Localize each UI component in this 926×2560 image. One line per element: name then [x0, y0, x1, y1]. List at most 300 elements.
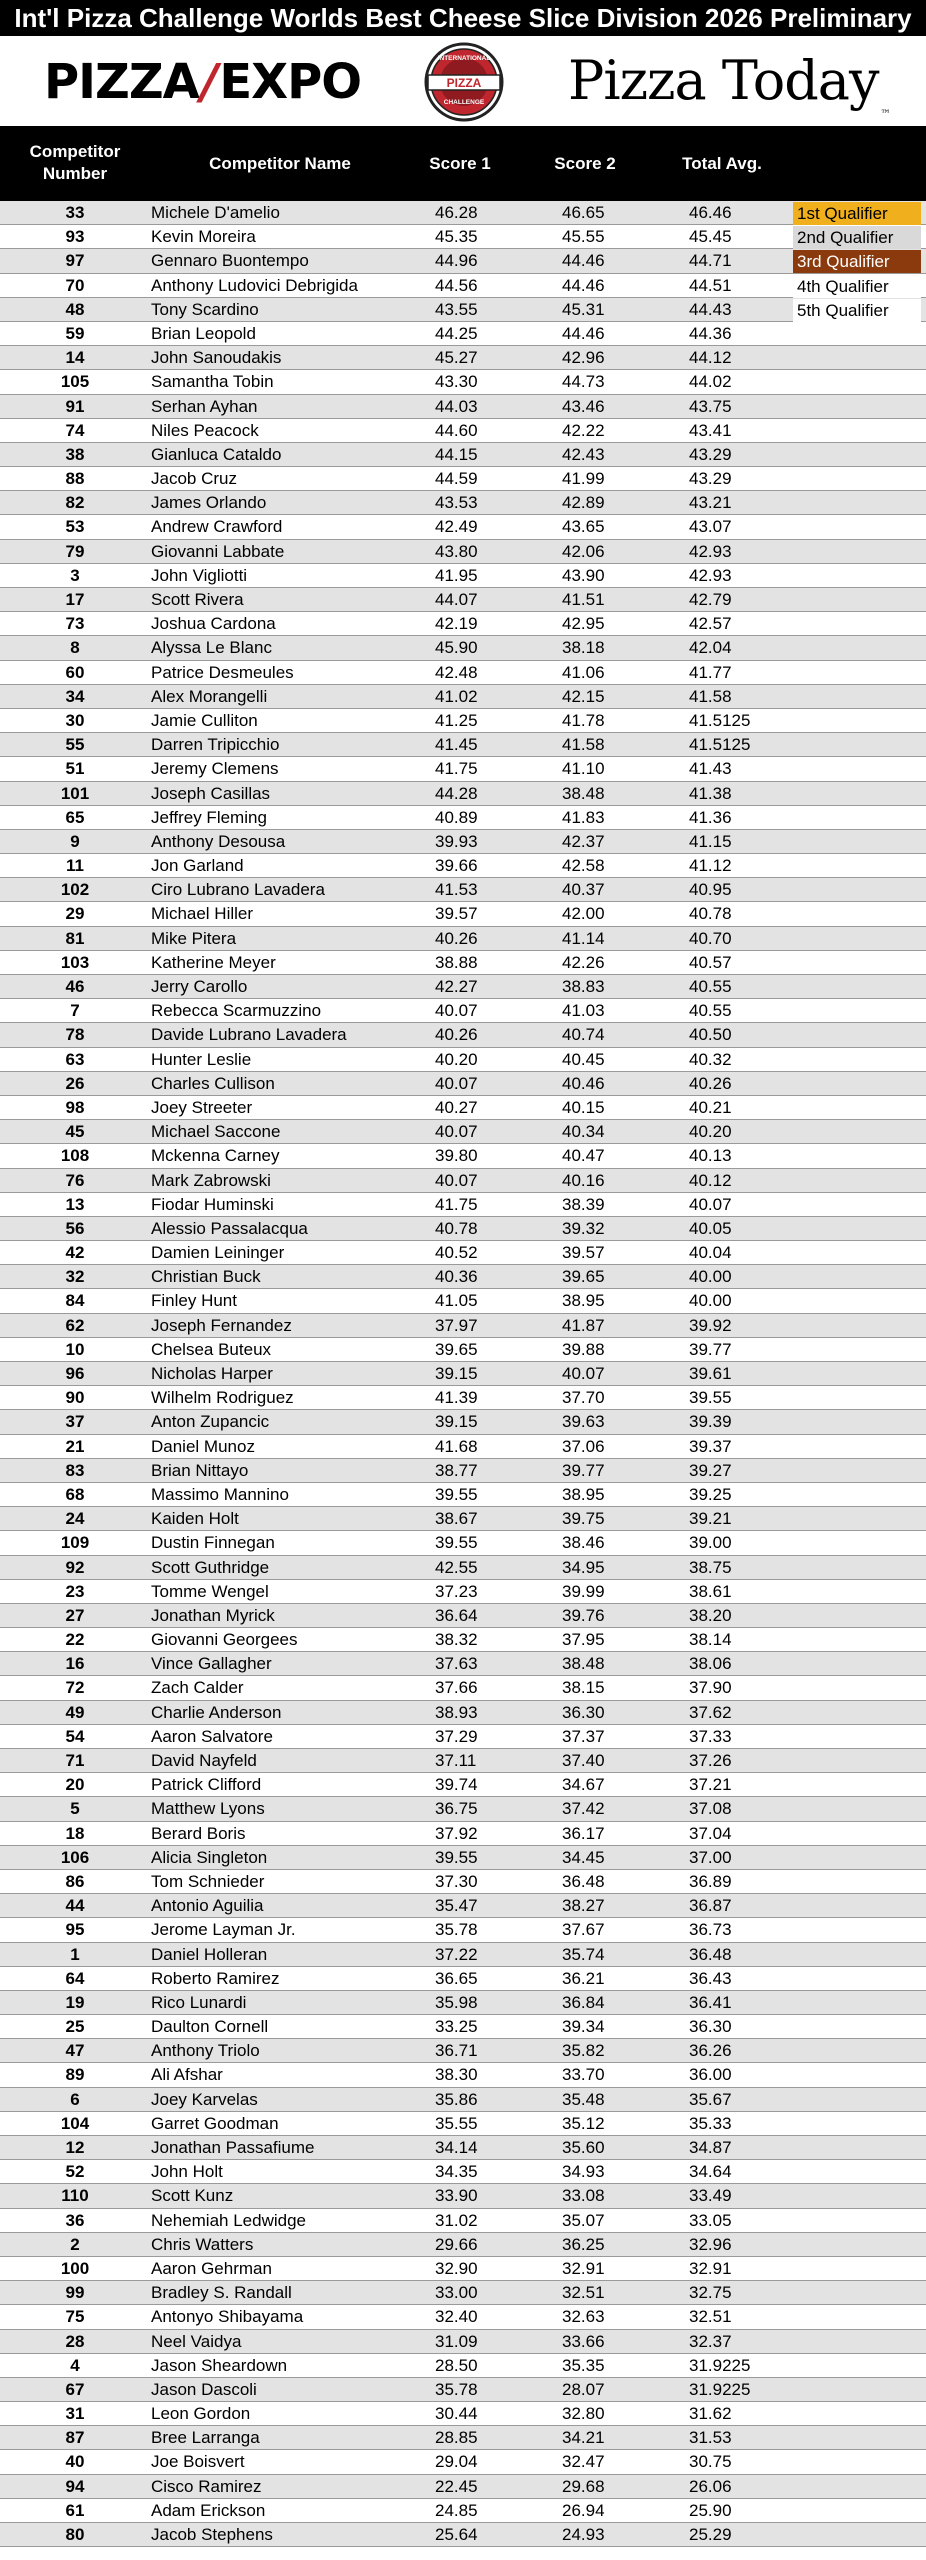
score-1-cell: 43.80 [435, 541, 478, 561]
table-row [0, 1628, 926, 1652]
competitor-name-cell: Patrice Desmeules [151, 662, 294, 682]
total-avg-cell: 38.20 [689, 1605, 732, 1625]
competitor-number-cell: 78 [65, 1025, 85, 1045]
total-avg-cell: 32.91 [689, 2258, 732, 2278]
score-2-cell: 41.03 [562, 1001, 605, 1021]
competitor-name-cell: Kevin Moreira [151, 227, 256, 247]
score-2-cell: 41.58 [562, 735, 605, 755]
score-1-cell: 38.88 [435, 952, 478, 972]
table-row [0, 1217, 926, 1241]
table-row [0, 1459, 926, 1483]
table-row [0, 2523, 926, 2547]
competitor-name-cell: Ali Afshar [151, 2065, 223, 2085]
score-2-cell: 40.16 [562, 1170, 605, 1190]
table-row [0, 515, 926, 539]
competitor-number-cell: 44 [65, 1896, 85, 1916]
score-1-cell: 44.28 [435, 783, 478, 803]
score-2-cell: 45.31 [562, 299, 605, 319]
competitor-number-cell: 103 [60, 952, 90, 972]
competitor-name-cell: Christian Buck [151, 1267, 261, 1287]
score-2-cell: 39.65 [562, 1267, 605, 1287]
competitor-number-cell: 8 [70, 638, 80, 658]
competitor-name-cell: Antonyo Shibayama [151, 2307, 304, 2327]
score-2-cell: 34.67 [562, 1775, 605, 1795]
total-avg-cell: 39.00 [689, 1533, 732, 1553]
competitor-name-cell: Mckenna Carney [151, 1146, 280, 1166]
score-1-cell: 33.90 [435, 2186, 478, 2206]
competitor-name-cell: Anton Zupancic [151, 1412, 270, 1432]
competitor-number-cell: 9 [70, 831, 80, 851]
table-row [0, 2281, 926, 2305]
score-2-cell: 35.35 [562, 2355, 605, 2375]
table-row [0, 902, 926, 926]
score-1-cell: 40.26 [435, 928, 478, 948]
table-row [0, 2184, 926, 2208]
table-row [0, 636, 926, 660]
score-2-cell: 41.83 [562, 807, 605, 827]
competitor-name-cell: Jeffrey Fleming [151, 807, 267, 827]
competitor-number-cell: 104 [60, 2113, 90, 2133]
competitor-name-cell: Nicholas Harper [151, 1364, 273, 1383]
score-1-cell: 44.60 [435, 420, 478, 440]
score-1-cell: 46.28 [435, 203, 478, 222]
competitor-number-cell: 40 [65, 2452, 85, 2472]
score-1-cell: 24.85 [435, 2500, 478, 2520]
score-2-cell: 29.68 [562, 2476, 605, 2496]
score-2-cell: 32.91 [562, 2258, 605, 2278]
competitor-number-cell: 62 [65, 1315, 85, 1335]
score-1-cell: 43.55 [435, 299, 478, 319]
score-2-cell: 40.45 [562, 1049, 605, 1069]
competitor-number-cell: 55 [65, 735, 85, 755]
competitor-name-cell: Charlie Anderson [151, 1702, 282, 1722]
competitor-number-cell: 106 [60, 1847, 90, 1867]
competitor-name-cell: Kaiden Holt [151, 1509, 239, 1529]
competitor-number-cell: 26 [65, 1073, 85, 1093]
table-row [0, 878, 926, 902]
score-2-cell: 34.93 [562, 2162, 605, 2182]
competitor-name-cell: Tom Schnieder [151, 1871, 265, 1891]
score-1-cell: 43.53 [435, 493, 478, 513]
sponsor-logos [0, 36, 926, 127]
score-2-cell: 35.07 [562, 2210, 605, 2230]
competitor-name-cell: Brian Leopold [151, 323, 256, 343]
competitor-number-cell: 60 [65, 662, 85, 682]
competitor-name-cell: Chris Watters [151, 2234, 254, 2254]
competitor-name-cell: Scott Guthridge [151, 1557, 270, 1577]
total-avg-cell: 40.00 [689, 1291, 732, 1311]
score-2-cell: 32.80 [562, 2404, 605, 2424]
total-avg-cell: 39.39 [689, 1412, 732, 1432]
competitor-number-cell: 7 [70, 1001, 80, 1021]
score-2-cell: 35.82 [562, 2041, 605, 2061]
total-avg-cell: 36.30 [689, 2017, 732, 2037]
total-avg-cell: 44.51 [689, 275, 732, 295]
competitor-name-cell: Giovanni Labbate [151, 541, 285, 561]
competitor-name-cell: Anthony Ludovici Debrigida [151, 275, 358, 295]
table-row [0, 2305, 926, 2329]
header-competitor-name: Competitor Name [209, 154, 351, 173]
score-2-cell: 38.46 [562, 1533, 605, 1553]
table-row [0, 2209, 926, 2233]
table-row [0, 951, 926, 975]
table-row [0, 2378, 926, 2402]
score-1-cell: 44.56 [435, 275, 478, 295]
qualifier-legend-item: 1st Qualifier [793, 202, 921, 225]
qualifier-legend-item: 2nd Qualifier [793, 226, 921, 249]
total-avg-cell: 38.06 [689, 1654, 732, 1674]
qualifier-legend-item: 4th Qualifier [793, 275, 921, 298]
competitor-number-cell: 79 [65, 541, 85, 561]
total-avg-cell: 40.50 [689, 1025, 732, 1045]
score-1-cell: 40.07 [435, 1001, 478, 1021]
total-avg-cell: 37.21 [689, 1775, 732, 1795]
total-avg-cell: 38.75 [689, 1557, 732, 1577]
competitor-name-cell: Joey Streeter [151, 1097, 253, 1117]
total-avg-cell: 39.27 [689, 1460, 732, 1480]
score-2-cell: 42.06 [562, 541, 605, 561]
total-avg-cell: 41.5125 [689, 735, 751, 755]
competitor-number-cell: 93 [65, 227, 85, 247]
score-2-cell: 44.73 [562, 372, 605, 392]
table-row [0, 2233, 926, 2257]
score-2-cell: 39.88 [562, 1339, 605, 1359]
competitor-number-cell: 10 [65, 1339, 85, 1359]
score-2-cell: 24.93 [562, 2525, 605, 2544]
score-1-cell: 42.27 [435, 977, 478, 996]
total-avg-cell: 44.12 [689, 348, 732, 368]
competitor-name-cell: Rebecca Scarmuzzino [151, 1001, 322, 1021]
competitor-number-cell: 75 [65, 2307, 85, 2327]
score-1-cell: 37.63 [435, 1654, 478, 1674]
competitor-number-cell: 99 [65, 2283, 85, 2303]
header-competitor-number: Competitor Number [29, 142, 121, 183]
score-1-cell: 45.27 [435, 348, 478, 368]
table-row [0, 1991, 926, 2015]
competitor-name-cell: Alyssa Le Blanc [151, 638, 272, 658]
score-2-cell: 38.95 [562, 1291, 605, 1311]
competitor-number-cell: 97 [65, 251, 85, 271]
total-avg-cell: 43.29 [689, 444, 732, 464]
table-row [0, 999, 926, 1023]
total-avg-cell: 40.07 [689, 1194, 732, 1214]
score-1-cell: 39.15 [435, 1412, 478, 1432]
competitor-number-cell: 95 [65, 1920, 85, 1940]
pizza-expo-logo [44, 54, 361, 110]
competitor-number-cell: 49 [65, 1702, 85, 1722]
table-row [0, 1918, 926, 1942]
badge-bottom-text: CHALLENGE [443, 99, 485, 106]
competitor-name-cell: James Orlando [151, 493, 267, 513]
score-2-cell: 33.70 [562, 2065, 605, 2085]
total-avg-cell: 42.79 [689, 590, 732, 609]
competitor-name-cell: Brian Nittayo [151, 1460, 249, 1480]
table-row [0, 2063, 926, 2087]
competitor-name-cell: Samantha Tobin [151, 372, 274, 392]
score-2-cell: 32.47 [562, 2452, 605, 2472]
competitor-name-cell: Alex Morangelli [151, 686, 268, 706]
total-avg-cell: 40.20 [689, 1122, 732, 1142]
score-2-cell: 43.65 [562, 517, 605, 537]
qualifier-legend [793, 202, 921, 323]
table-row [0, 1169, 926, 1193]
competitor-name-cell: Jeremy Clemens [151, 759, 279, 779]
competitor-number-cell: 74 [65, 420, 85, 440]
table-row [0, 201, 926, 225]
score-2-cell: 44.46 [562, 323, 605, 343]
score-2-cell: 42.26 [562, 952, 605, 972]
total-avg-cell: 41.38 [689, 783, 732, 803]
total-avg-cell: 41.15 [689, 831, 732, 851]
score-2-cell: 40.07 [562, 1364, 605, 1383]
pizza-today-logo [568, 49, 890, 120]
competitor-name-cell: Massimo Mannino [151, 1484, 289, 1504]
competitor-number-cell: 92 [65, 1557, 85, 1577]
competitor-number-cell: 61 [65, 2500, 85, 2520]
pizza-today-logo-text: Pizza Today [568, 49, 879, 112]
competitor-name-cell: Wilhelm Rodriguez [151, 1388, 294, 1408]
table-row [0, 733, 926, 757]
score-2-cell: 35.60 [562, 2138, 605, 2157]
score-2-cell: 42.15 [562, 686, 605, 706]
score-1-cell: 28.85 [435, 2428, 478, 2448]
table-row [0, 249, 926, 273]
score-1-cell: 44.59 [435, 469, 478, 489]
score-2-cell: 28.07 [562, 2379, 605, 2399]
competitor-number-cell: 33 [65, 203, 85, 222]
total-avg-cell: 33.05 [689, 2210, 732, 2230]
competitor-number-cell: 101 [60, 783, 90, 803]
competitor-number-cell: 28 [65, 2331, 85, 2351]
competitor-number-cell: 87 [65, 2428, 85, 2448]
score-2-cell: 34.45 [562, 1847, 605, 1867]
competitor-number-cell: 76 [65, 1170, 85, 1190]
total-avg-cell: 37.90 [689, 1678, 732, 1698]
score-2-cell: 41.78 [562, 710, 605, 730]
total-avg-cell: 32.51 [689, 2307, 732, 2327]
competitor-name-cell: Jon Garland [151, 856, 244, 876]
total-avg-cell: 40.04 [689, 1243, 732, 1263]
table-row [0, 1773, 926, 1797]
competitor-name-cell: Jamie Culliton [151, 710, 258, 730]
total-avg-cell: 32.37 [689, 2331, 732, 2351]
score-1-cell: 39.55 [435, 1484, 478, 1504]
total-avg-cell: 40.12 [689, 1170, 732, 1190]
total-avg-cell: 41.12 [689, 856, 732, 876]
score-1-cell: 42.48 [435, 662, 478, 682]
total-avg-cell: 38.61 [689, 1581, 732, 1601]
score-1-cell: 35.98 [435, 1992, 478, 2012]
total-avg-cell: 42.93 [689, 541, 732, 561]
competitor-number-cell: 109 [60, 1533, 90, 1553]
table-row [0, 1676, 926, 1700]
competitor-number-cell: 27 [65, 1605, 85, 1625]
score-1-cell: 40.07 [435, 1122, 478, 1142]
competitor-number-cell: 38 [65, 444, 85, 464]
competitor-number-cell: 19 [65, 1992, 85, 2012]
score-1-cell: 30.44 [435, 2404, 478, 2424]
total-avg-cell: 31.62 [689, 2404, 732, 2424]
competitor-name-cell: Garret Goodman [151, 2113, 279, 2133]
score-2-cell: 40.47 [562, 1146, 605, 1166]
total-avg-cell: 42.57 [689, 614, 732, 634]
competitor-name-cell: Gennaro Buontempo [151, 251, 309, 271]
table-row [0, 1846, 926, 1870]
score-1-cell: 39.15 [435, 1364, 478, 1383]
total-avg-cell: 39.77 [689, 1339, 732, 1359]
competitor-number-cell: 23 [65, 1581, 85, 1601]
competitor-name-cell: Darren Tripicchio [151, 735, 280, 755]
competitor-name-cell: Finley Hunt [151, 1291, 237, 1311]
score-1-cell: 41.53 [435, 880, 478, 900]
total-avg-cell: 43.75 [689, 396, 732, 416]
score-2-cell: 38.27 [562, 1896, 605, 1916]
competitor-name-cell: Jonathan Passafiume [151, 2138, 315, 2157]
table-row [0, 1556, 926, 1580]
table-row [0, 2015, 926, 2039]
table-row [0, 2475, 926, 2499]
score-1-cell: 40.20 [435, 1049, 478, 1069]
table-row [0, 1338, 926, 1362]
competitor-number-cell: 25 [65, 2017, 85, 2037]
competitor-number-cell: 72 [65, 1678, 85, 1698]
score-2-cell: 34.21 [562, 2428, 605, 2448]
competitor-number-cell: 110 [61, 2186, 89, 2206]
score-2-cell: 42.22 [562, 420, 605, 440]
competitor-number-cell: 100 [60, 2258, 90, 2278]
table-row [0, 1144, 926, 1168]
score-1-cell: 35.55 [435, 2113, 478, 2133]
competitor-number-cell: 45 [65, 1122, 85, 1142]
score-2-cell: 35.74 [562, 1944, 605, 1964]
table-row [0, 2136, 926, 2160]
table-row [0, 2402, 926, 2426]
competitor-number-cell: 22 [65, 1630, 85, 1650]
score-2-cell: 39.77 [562, 1460, 605, 1480]
score-1-cell: 37.11 [435, 1751, 477, 1770]
competitor-name-cell: Chelsea Buteux [151, 1339, 272, 1359]
pizza-challenge-badge-icon [418, 42, 510, 122]
score-1-cell: 40.52 [435, 1243, 478, 1263]
table-row [0, 467, 926, 491]
total-avg-cell: 25.90 [689, 2500, 732, 2520]
competitor-name-cell: Vince Gallagher [151, 1654, 272, 1674]
score-1-cell: 29.66 [435, 2234, 478, 2254]
competitor-number-cell: 53 [65, 517, 85, 537]
score-2-cell: 38.83 [562, 977, 605, 996]
table-row [0, 1023, 926, 1047]
score-1-cell: 41.95 [435, 565, 478, 585]
score-2-cell: 42.00 [562, 904, 605, 924]
score-1-cell: 38.67 [435, 1509, 478, 1529]
competitor-number-cell: 3 [70, 565, 80, 585]
total-avg-cell: 25.29 [689, 2525, 732, 2544]
score-1-cell: 36.71 [435, 2041, 478, 2061]
total-avg-cell: 40.13 [689, 1146, 732, 1166]
total-avg-cell: 37.00 [689, 1847, 732, 1867]
competitor-number-cell: 82 [65, 493, 85, 513]
competitor-name-cell: Patrick Clifford [151, 1775, 262, 1795]
score-2-cell: 37.06 [562, 1436, 605, 1456]
total-avg-cell: 39.25 [689, 1484, 732, 1504]
badge-top-text: INTERNATIONAL [437, 55, 491, 62]
total-avg-cell: 40.05 [689, 1218, 732, 1238]
score-2-cell: 42.43 [562, 444, 605, 464]
badge-mid-text: PIZZA [446, 76, 482, 90]
score-1-cell: 41.05 [435, 1291, 478, 1311]
score-1-cell: 41.02 [435, 686, 478, 706]
table-row [0, 1072, 926, 1096]
total-avg-cell: 36.43 [689, 1968, 732, 1988]
total-avg-cell: 37.26 [689, 1751, 732, 1770]
competitor-number-cell: 98 [65, 1097, 85, 1117]
table-row [0, 1894, 926, 1918]
table-row [0, 443, 926, 467]
total-avg-cell: 31.9225 [689, 2355, 751, 2375]
table-row [0, 1531, 926, 1555]
score-2-cell: 36.21 [562, 1968, 605, 1988]
competitor-name-cell: Michael Saccone [151, 1122, 281, 1142]
competitor-number-cell: 81 [65, 928, 85, 948]
competitor-number-cell: 46 [65, 977, 85, 996]
competitor-name-cell: Anthony Triolo [151, 2041, 260, 2061]
competitor-number-cell: 52 [65, 2162, 85, 2182]
competitor-name-cell: Ciro Lubrano Lavadera [151, 880, 325, 900]
table-row [0, 274, 926, 298]
score-2-cell: 36.84 [562, 1992, 605, 2012]
score-2-cell: 41.87 [562, 1315, 605, 1335]
score-2-cell: 38.15 [562, 1678, 605, 1698]
competitor-number-cell: 90 [65, 1388, 85, 1408]
competitor-number-cell: 4 [70, 2355, 80, 2375]
score-1-cell: 41.75 [435, 759, 478, 779]
competitor-number-cell: 51 [65, 759, 85, 779]
score-1-cell: 28.50 [435, 2355, 478, 2375]
table-row [0, 1289, 926, 1313]
score-1-cell: 31.09 [435, 2331, 478, 2351]
score-1-cell: 42.49 [435, 517, 478, 537]
total-avg-cell: 43.21 [689, 493, 732, 513]
table-row [0, 1967, 926, 1991]
competitor-number-cell: 83 [65, 1460, 85, 1480]
score-2-cell: 39.75 [562, 1509, 605, 1529]
table-row [0, 564, 926, 588]
score-2-cell: 40.34 [562, 1122, 605, 1142]
competitor-number-cell: 63 [65, 1049, 85, 1069]
score-2-cell: 37.70 [562, 1388, 605, 1408]
score-2-cell: 37.37 [562, 1726, 605, 1746]
trademark-mark: ™ [880, 109, 890, 120]
competitor-name-cell: Nehemiah Ledwidge [151, 2210, 306, 2230]
score-2-cell: 39.76 [562, 1605, 605, 1625]
competitor-name-cell: Joseph Fernandez [151, 1315, 292, 1335]
score-1-cell: 45.35 [435, 227, 478, 247]
score-1-cell: 36.64 [435, 1605, 478, 1625]
competitor-number-cell: 108 [60, 1146, 90, 1166]
competitor-name-cell: Jason Sheardown [151, 2355, 288, 2375]
total-avg-cell: 36.00 [689, 2065, 732, 2085]
table-row [0, 1604, 926, 1628]
table-row [0, 1652, 926, 1676]
competitor-number-cell: 89 [65, 2065, 85, 2085]
score-2-cell: 40.37 [562, 880, 605, 900]
score-2-cell: 39.34 [562, 2017, 605, 2037]
score-2-cell: 41.14 [562, 928, 605, 948]
pizza-expo-logo-right: EXPO [219, 54, 362, 110]
score-1-cell: 44.15 [435, 444, 478, 464]
table-row [0, 370, 926, 394]
table-row [0, 1120, 926, 1144]
